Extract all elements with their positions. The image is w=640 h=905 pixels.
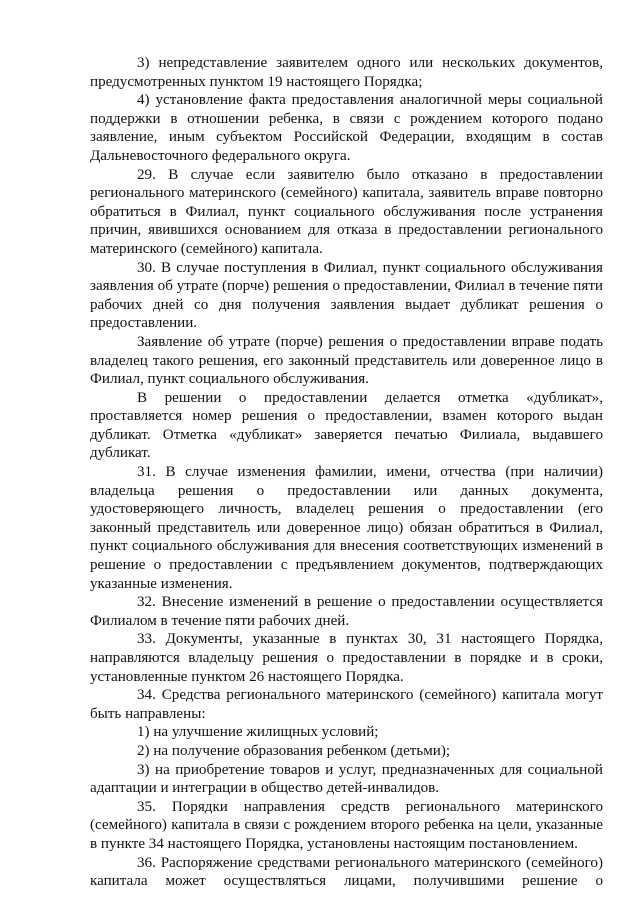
paragraph-31-name-change: 31. В случае изменения фамилии, имени, отчества (при наличии) владельца решения о предоставлении или данных документа, удостоверяющего личность, владелец решения о предоставлении (его законный представитель или доверенное лицо) обязан обратиться в Филиал, пункт социального обслуживания для внесения соответствующих изменений в решение о предоставлении с предъявлением документов, подтверждающих указанные изменения. [90,464,603,592]
paragraph-3-missing-documents: 3) непредставление заявителем одного или нескольких документов, предусмотренных пунктом 19 настоящего Порядка; [90,55,603,90]
paragraph-29-repeat-application: 29. В случае если заявителю было отказано в предоставлении регионального материнского (семейного) капитала, заявитель вправе повторно обратиться в Филиал, пункт социального обслуживания после устранения причин, явившихся основанием для отказа в предоставлении регионального материнского (семейного) капитала. [90,166,603,257]
paragraph-duplicate-mark: В решении о предоставлении делается отметка «дубликат», проставляется номер решения о предоставлении, взамен которого выдан дубликат. Отметка «дубликат» заверяется печатью Филиала, выдавшего дубликат. [90,389,603,462]
paragraph-34-capital-purposes: 34. Средства регионального материнского (семейного) капитала могут быть направлены: [90,687,603,722]
list-item-housing: 1) на улучшение жилищных условий; [137,724,379,741]
paragraph-35-procedures: 35. Порядки направления средств регионального материнского (семейного) капитала в связи с рождением второго ребенка на цели, указанные в пункте 34 настоящего Порядка, установлены настоящим постановлением. [90,798,603,852]
paragraph-36-disposal: 36. Распоряжение средствами регионального материнского (семейного) капитала может осуществляться лицами, получившими решение о [90,854,603,890]
paragraph-4-analogous-support: 4) установление факта предоставления аналогичной меры социальной поддержки в отношении ребенка, в связи с рождением которого подано заявление, иным субъектом Российской Федерации, входящим в состав Дальневосточного федерального округа. [90,92,603,164]
paragraph-32-changes-term: 32. Внесение изменений в решение о предоставлении осуществляется Филиалом в течение пяти рабочих дней. [90,594,603,629]
paragraph-33-documents-delivery: 33. Документы, указанные в пунктах 30, 31 настоящего Порядка, направляются владельцу решения о предоставлении в порядке и в сроки, установленные пунктом 26 настоящего Порядка. [90,631,603,685]
paragraph-loss-application: Заявление об утрате (порче) решения о предоставлении вправе подать владелец такого решения, его законный представитель или доверенное лицо в Филиал, пункт социального обслуживания. [90,333,603,388]
paragraph-30-duplicate-decision: 30. В случае поступления в Филиал, пункт социального обслуживания заявления об утрате (порче) решения о предоставлении, Филиал в течение пяти рабочих дней со дня получения заявления выдает дубликат решения о предоставлении. [90,259,603,332]
list-item-disabled-children: 3) на приобретение товаров и услуг, предназначенных для социальной адаптации и интеграции в общество детей-инвалидов. [90,761,603,797]
list-item-education: 2) на получение образования ребенком (детьми); [137,742,451,759]
